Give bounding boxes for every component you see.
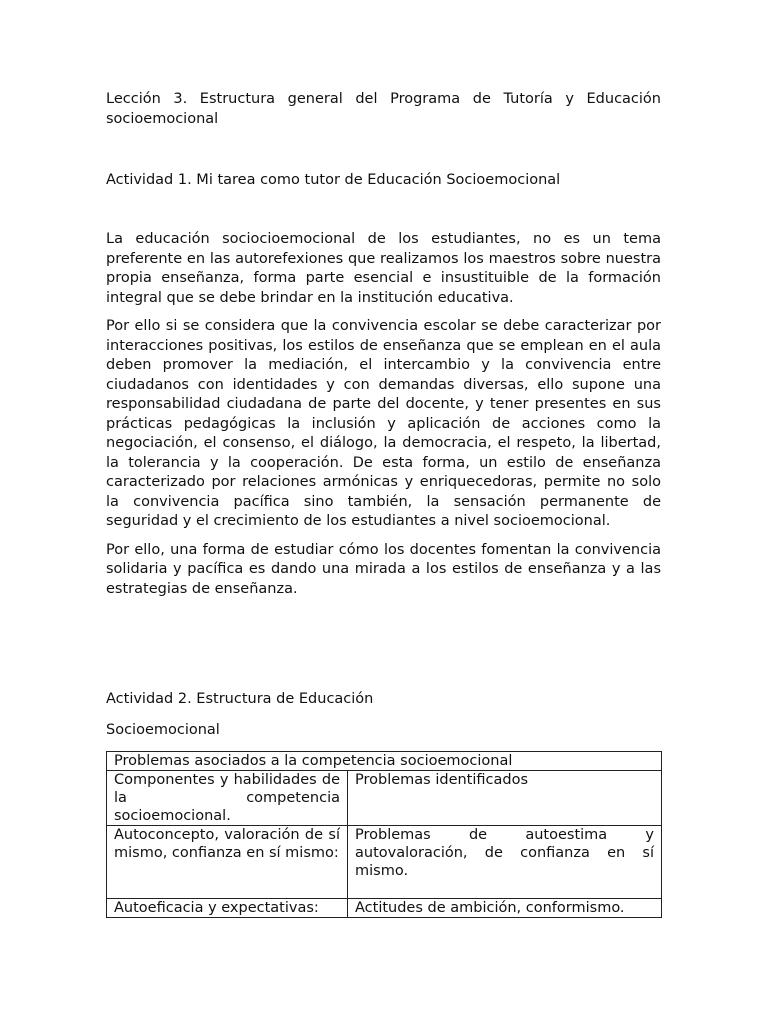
activity-2-subheading: Socioemocional xyxy=(106,722,220,738)
table-header-row xyxy=(107,752,662,771)
paragraph: Por ello si se considera que la convivencia escolar se debe caracterizar por interacciones positivas, los estilos de enseñanza que se emplean en el aula deben promover la mediación, el intercambio y la convivencia entre ciudadanos con identidades y con demandas diversas, ello supone una responsabilidad ciudadana de parte del docente, y tener presentes en sus prácticas pedagógicas la inclusión y aplicación de acciones como la negociación, el consenso, el diálogo, la democracia, el respeto, la libertad, la tolerancia y la cooperación. De esta forma, un estilo de enseñanza caracterizado por relaciones armónicas y enriquecedoras, permite no solo la convivencia pacífica sino también, la sensación permanente de seguridad y el crecimiento de los estudiantes a nivel socioemocional. xyxy=(106,318,661,529)
table-cell: Actitudes de ambición, conformismo. xyxy=(348,899,662,918)
table-cell: Problemas de autoestima y autovaloración, de confianza en sí mismo. xyxy=(348,826,662,899)
table-cell: Autoeficacia y expectativas: xyxy=(107,899,348,918)
paragraph: Por ello, una forma de estudiar cómo los docentes fomentan la convivencia solidaria y pacífica es dando una mirada a los estilos de enseñanza y a las estrategias de enseñanza. xyxy=(106,541,661,597)
problems-table xyxy=(106,751,662,918)
activity-1-body xyxy=(106,230,661,608)
table-cell: Problemas identificados xyxy=(348,771,662,826)
table-cell: Autoconcepto, valoración de sí mismo, confianza en sí mismo: xyxy=(107,826,348,899)
lesson-title: Lección 3. Estructura general del Programa de Tutoría y Educación socioemocional xyxy=(106,91,661,127)
table-cell: Componentes y habilidades de la competencia socioemocional. xyxy=(107,771,348,826)
paragraph: La educación sociocioemocional de los estudiantes, no es un tema preferente en las autorefexiones que realizamos los maestros sobre nuestra propia enseñanza, forma parte esencial e insustituible de la formación integral que se debe brindar en la institución educativa. xyxy=(106,231,661,306)
activity-2-heading: Actividad 2. Estructura de Educación xyxy=(106,691,374,707)
table-row xyxy=(107,826,662,899)
table-row xyxy=(107,771,662,826)
table-row xyxy=(107,899,662,918)
activity-1-heading: Actividad 1. Mi tarea como tutor de Educación Socioemocional xyxy=(106,172,561,188)
table-header: Problemas asociados a la competencia socioemocional xyxy=(107,752,662,771)
